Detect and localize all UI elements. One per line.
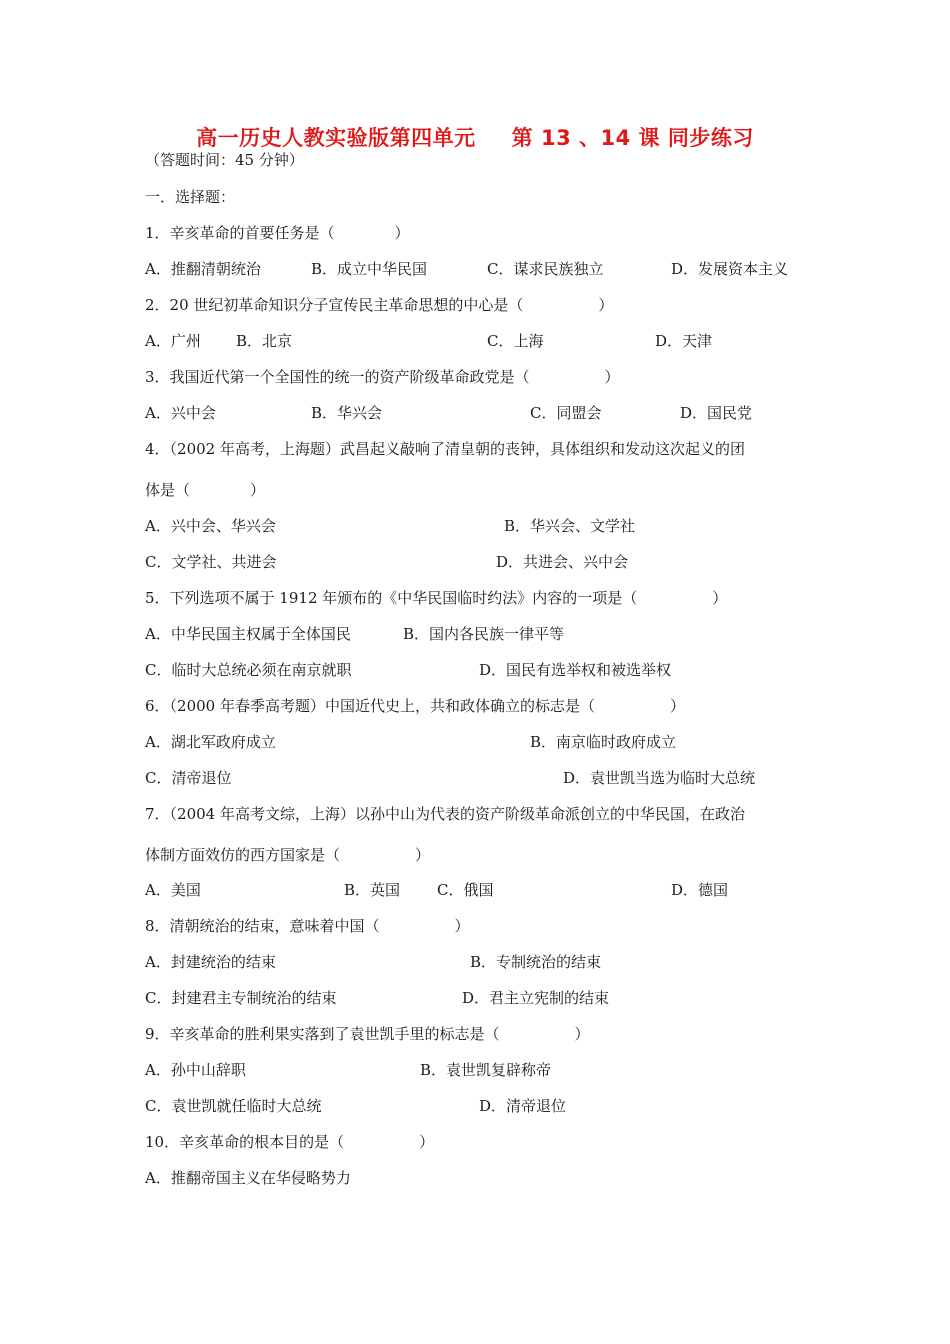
question-4-option-c: C．文学社、共进会 [145, 553, 277, 571]
title-part1: 高一历史人教实验版第四单元 [196, 126, 476, 150]
question-7-stem: 7．（2004 年高考文综，上海）以孙中山为代表的资产阶级革命派创立的中华民国，在政治 [145, 805, 745, 823]
question-4-stem: 4．（2002 年高考，上海题）武昌起义敲响了清皇朝的丧钟，具体组织和发动这次起义的团 [145, 440, 745, 458]
question-8-option-c: C．封建君主专制统治的结束 [145, 989, 337, 1007]
question-5-option-a: A．中华民国主权属于全体国民 [145, 625, 351, 643]
question-1-option-d: D．发展资本主义 [671, 260, 789, 278]
question-8-option-a: A．封建统治的结束 [145, 953, 276, 971]
question-6-option-d: D．袁世凯当选为临时大总统 [563, 769, 756, 787]
question-7-stem-cont: 体制方面效仿的西方国家是（ ） [145, 846, 431, 864]
question-10-option-a: A．推翻帝国主义在华侵略势力 [145, 1169, 351, 1187]
question-1-option-b: B．成立中华民国 [311, 260, 428, 278]
question-3-option-d: D．国民党 [680, 404, 753, 422]
question-1-option-c: C．谋求民族独立 [487, 260, 604, 278]
question-3-stem: 3．我国近代第一个全国性的统一的资产阶级革命政党是（ ） [145, 368, 620, 386]
question-6-stem: 6．（2000 年春季高考题）中国近代史上，共和政体确立的标志是（ ） [145, 697, 685, 715]
question-9-option-c: C．袁世凯就任临时大总统 [145, 1097, 322, 1115]
question-5-option-b: B．国内各民族一律平等 [403, 625, 565, 643]
title-part2: 第 13 、14 课 同步练习 [511, 126, 754, 150]
question-2-stem: 2．20 世纪初革命知识分子宣传民主革命思想的中心是（ ） [145, 296, 614, 314]
time-note: （答题时间：45 分钟） [145, 151, 304, 169]
question-7-option-c: C．俄国 [437, 881, 494, 899]
question-4-option-d: D．共进会、兴中会 [496, 553, 629, 571]
question-9-option-a: A．孙中山辞职 [145, 1061, 246, 1079]
question-3-option-b: B．华兴会 [311, 404, 383, 422]
question-6-option-c: C．清帝退位 [145, 769, 232, 787]
question-8-option-b: B．专制统治的结束 [470, 953, 602, 971]
question-7-option-b: B．英国 [344, 881, 401, 899]
page-title [0, 122, 950, 152]
question-4-option-a: A．兴中会、华兴会 [145, 517, 276, 535]
question-7-option-d: D．德国 [671, 881, 729, 899]
question-1-option-a: A．推翻清朝统治 [145, 260, 261, 278]
question-4-option-b: B．华兴会、文学社 [504, 517, 636, 535]
question-3-option-c: C．同盟会 [530, 404, 602, 422]
question-5-option-d: D．国民有选举权和被选举权 [479, 661, 672, 679]
question-2-option-c: C．上海 [487, 332, 544, 350]
question-9-stem: 9．辛亥革命的胜利果实落到了袁世凯手里的标志是（ ） [145, 1025, 590, 1043]
question-5-stem: 5．下列选项不属于 1912 年颁布的《中华民国临时约法》内容的一项是（ ） [145, 589, 728, 607]
question-6-option-a: A．湖北军政府成立 [145, 733, 276, 751]
question-4-stem-cont: 体是（ ） [145, 481, 266, 499]
question-7-option-a: A．美国 [145, 881, 201, 899]
section-heading: 一．选择题： [145, 188, 236, 206]
question-10-stem: 10．辛亥革命的根本目的是（ ） [145, 1133, 435, 1151]
question-6-option-b: B．南京临时政府成立 [530, 733, 677, 751]
question-5-option-c: C．临时大总统必须在南京就职 [145, 661, 352, 679]
question-9-option-b: B．袁世凯复辟称帝 [420, 1061, 552, 1079]
question-3-option-a: A．兴中会 [145, 404, 216, 422]
question-8-option-d: D．君主立宪制的结束 [462, 989, 610, 1007]
question-2-option-b: B．北京 [236, 332, 293, 350]
question-9-option-d: D．清帝退位 [479, 1097, 567, 1115]
question-8-stem: 8．清朝统治的结束，意味着中国（ ） [145, 917, 470, 935]
question-2-option-a: A．广州 [145, 332, 201, 350]
question-2-option-d: D．天津 [655, 332, 713, 350]
question-1-stem: 1．辛亥革命的首要任务是（ ） [145, 224, 410, 242]
